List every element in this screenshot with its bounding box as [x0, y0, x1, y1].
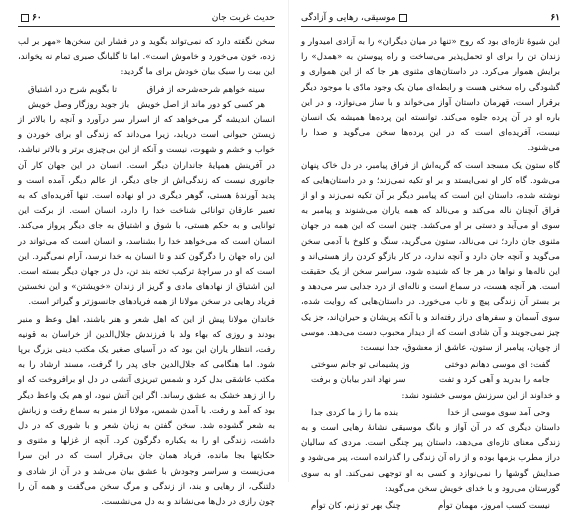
verse-couplet	[301, 406, 560, 421]
paragraph: سخن نگفته دارد که نمی‌تواند بگوید و در فشار این سخن‌ها «مهر بر لب زده، خون می‌خورد و خاموش است». اما تا گلبانگ صبری تمام نه یخواند، این بیت را سبک بیان خودش برای ما گردید:	[18, 37, 275, 78]
verse-hemistich-first: سینه خواهم شرحه‌شرحه از فراق	[146, 84, 265, 95]
verse-hemistich-second: چنگ بهر تو زنم، کان توأم	[311, 501, 401, 512]
verse-couplet	[18, 98, 275, 113]
right-header-title: موسیقی، رهایی و آزادگی	[301, 13, 410, 23]
verse-hemistich-first: وحی آمد سوی موسی از خدا	[447, 407, 550, 418]
left-page-header	[18, 10, 275, 27]
verse-hemistich-second: وز پشیمانی تو جانم سوختی	[311, 360, 410, 371]
verse-hemistich-first: جامه را بدرید و آهی کرد و تفت	[439, 375, 550, 386]
paragraph: داستان دیگری که در آن آواز و بانگ موسیقی نشانهٔ رهایی است و به زندگی معنای تازه‌ای می‌دهد، داستان پیر چنگی است. مردی که سالیان دراز مطرب بزمها بوده و از راه آن زندگی را گذرانده است، پیر می‌شود و صدایش گوشها را نمی‌نوازد و کسی به او توجهی نمی‌کند. او به سوی گورستان می‌رود و با خدای خویش سخن می‌گوید:	[301, 423, 560, 494]
right-page	[289, 0, 578, 512]
verse-hemistich-second: باز جوید روزگار وصل خویش	[28, 99, 130, 110]
left-page-body	[18, 35, 275, 510]
verse-hemistich-second: تا بگویم شرح درد اشتیاق	[28, 84, 117, 95]
left-page	[0, 0, 289, 508]
right-page-number: ۶۱	[550, 13, 560, 23]
left-page-number: ۶۰	[18, 13, 42, 23]
verse-couplet	[301, 358, 560, 373]
verse-hemistich-second: سر نهاد اندر بیابان و برفت	[311, 375, 406, 386]
paragraph: خاندان مولانا پیش از این که اهل شعر و هنر باشند، اهل وعظ و منبر بودند و روزی که بهاء ولد با فرزندش جلال‌الدین از خراسان به قونیه رفت، انتظار یاران این بود که در آسیای صغیر یک مکتب دینی بزرگ برپا شود. اما هنگامی که جلال‌الدین جای پدر را گرفت، مسند ارشاد را به مکتب عاشقی بدل کرد و شمس تبریزی آتشی در دل او برافروخت که او را از زهد خشک به عشق رساند. اگر این آتش نبود، او هم یک واعظ دیگر بود که آمد و رفت. با آمدن شمس، مولانا از منبر به سماع رفت و زبانش به شعر گشوده شد. سخن گفتن به زبان شعر و با شوری که در دل داشت، زندگی او را به یکباره دگرگون کرد. آنچه از غزلها و مثنوی و حکایتها بجا مانده، فریاد همان جان بی‌قرار است که در این سرا می‌زیست و سراسر وجودش با عشق بیان می‌شد و در آن از شادی و دلتنگی، از رهایی و بند، از زندگی و مرگ سخن می‌گفت و همه آن را چون رازی در دل‌ها می‌نشاند و به دل می‌نشست.	[18, 314, 275, 508]
paragraph: انسان اندیشه گر می‌خواهد که از اسرار سر درآورد و آنچه را بالاتر از زیستن حیوانی است دریابد، زیرا می‌داند که زندگی او برای خوردن و خواب و خشم و شهوت، نیست و آنکه از این بی‌چیزی برتر و بالاتر نباشد، در آفرینش همپایهٔ جانداران دیگر است. انسان در این جهان کار آن جانوری نیست که زندگی‌اش از جای دیگر، از عالم دیگر، آمده است و پدید آورندهٔ هستی، گوهر دیگری در او نهاده است. تنها آفریده‌ای که به تعبیر عارفان توانائی شناخت خدا را دارد، انسان است. از برکت این توانایی و به حکم هستی، با شوق و اشتیاق به جای دیگر پرواز می‌کند. انسان است که می‌خواهد خدا را بشناسد، و انسان است که می‌تواند در این راه جهان را دگرگون کند و تا انسان به خدا نرسد، آرام نمی‌گیرد. این است که او در سراچهٔ ترکیب تخته بند تن، دل در جهان دیگر بسته است. این اشتیاق از نهادهای مادی و گریز از زندان «خویشتن» و این نخستین فریاد رهایی در سخن مولانا از همه فریادهای جانسوزتر و گیراتر است.	[18, 115, 275, 308]
verse-hemistich-second: بنده ما را ز ما کردی جدا	[311, 407, 399, 418]
paragraph: این شیوهٔ تازه‌ای بود که روح «تنها در میان دیگران» را به آزادی امیدوار و زندان تن را برای او تحمل‌پذیر می‌ساخت و راه پیوستن به «همدل» را برایش هموار می‌کرد. در داستان‌های مثنوی هر جا که از این همواری و گشودگی راه سخنی هست و رابطه‌ای میان یک وجود مادّی با موجود دیگر برقرار است، قهرمان داستان آواز می‌خواند و با ساز می‌نوازد، و در این باره او در آن پرده جلوه می‌کند. توانسته این پرده‌ها همیشه یک انسان نیست، آفریده‌ای است که در این پرده‌ها سخن می‌گوید و صدا را می‌شنود.	[301, 37, 560, 154]
verse-couplet	[18, 83, 275, 98]
left-header-title: حدیث غربت جان	[211, 13, 275, 23]
right-page-body	[301, 35, 560, 514]
header-square-icon	[399, 14, 407, 22]
paragraph: و خداوند از این سرزنش موسی خشنود نشد:	[401, 390, 560, 401]
verse-couplet	[301, 373, 560, 388]
verse-hemistich-first: هر کسی کو دور ماند از اصل خویش	[137, 99, 265, 110]
verse-couplet	[301, 499, 560, 514]
header-square-icon	[21, 14, 29, 22]
verse-hemistich-first: گفت: ای موسی دهانم دوختی	[444, 360, 550, 371]
right-page-header	[301, 10, 560, 27]
verse-hemistich-first: نیست کسب امروز، مهمان توأم	[437, 501, 550, 512]
paragraph: گاه ستون یک مسجد است که گریه‌اش از فراق پیامبر، در دل خاک پنهان می‌شود. گاه کار او نمی‌ایستد و بر او تکیه نمی‌زند؛ و در داستان‌هایی که نوشته شده، داستان این است که پیامبر دیگر بر آن تکیه نمی‌زند و او از فراق آنچنان ناله می‌کند و می‌نالد که همه یاران می‌شنوند و پیامبر به سوی او می‌آید و دستی بر او می‌کشد. چنین است که این همه در جهان مثنوی جان دارد؛ نی می‌نالد، ستون می‌گرید، سنگ و کلوخ با آدمی سخن می‌گوید و آنچه جان دارد و آنچه ندارد، در کار بازگو کردن راز هستی‌اند و این ناله‌ها و نواها در هر جا که شنیده شود، سراسر سخن از یک حقیقت است. هر آنچه هست، در سماع است و ناله‌ای از درد جدایی سر می‌دهد و بر بستر آن زندگی پیچ و تاب می‌خورد. در داستان‌هایی که روایت شده، سوی آسمان و سفرهای دراز رفته‌اند و با آنکه پریشان و حیران‌اند، جز یک چیز نمی‌جویند و آن شادی است که از دیدار محبوب دست می‌دهد. موسی از چوپان، پیامبر از ستون، عاشق از معشوق، جدا نیست:	[301, 160, 560, 354]
